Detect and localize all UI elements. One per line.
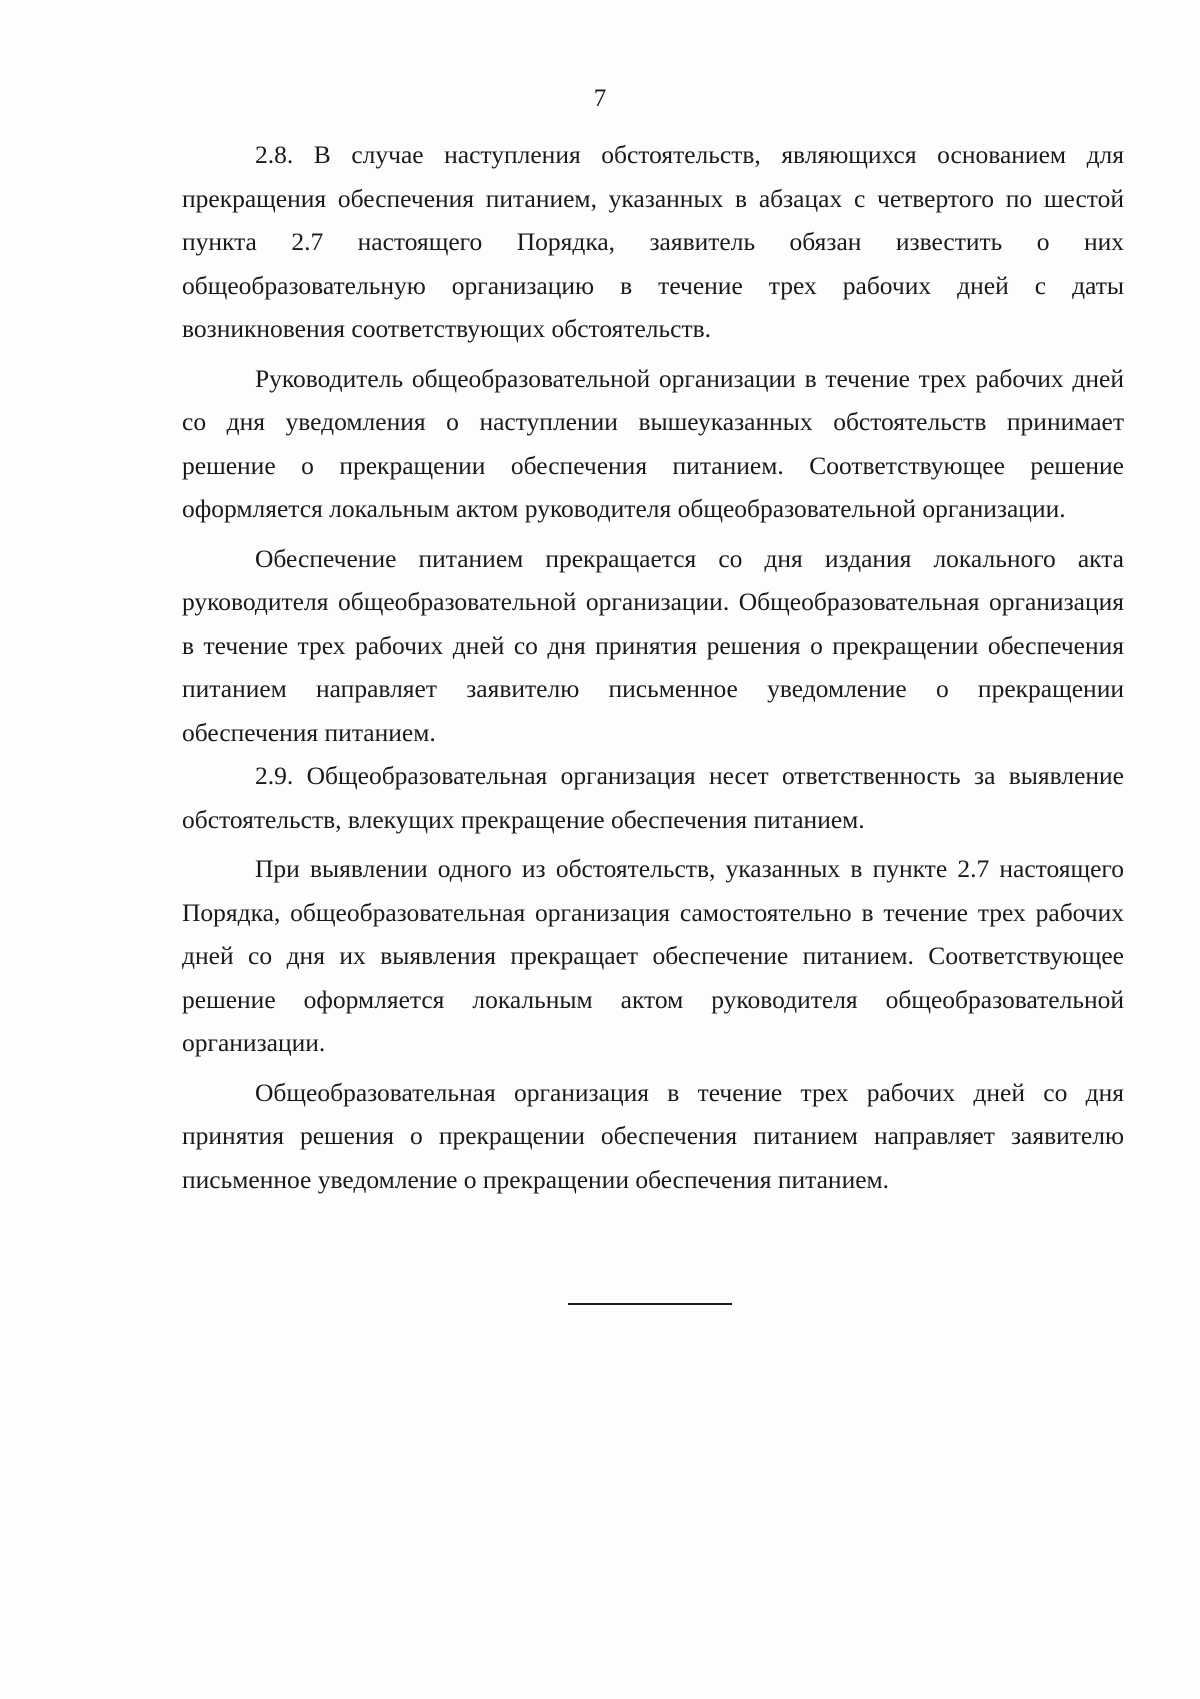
page-number: 7 <box>593 85 607 112</box>
paragraph-termination: Обеспечение питанием прекращается со дня издания локального акта руководителя общеобразовательной организации. Общеобразовательная организация в течение трех рабочих дней со дня принятия решения о прекращении обеспечения питанием направляет заявителю письменное уведомление о прекращении обеспечения питанием. <box>182 543 1124 747</box>
end-of-document-rule <box>568 1303 732 1305</box>
paragraph-2-8: 2.8. В случае наступления обстоятельств, являющихся основанием для прекращения обеспечения питанием, указанных в абзацах с четвертого по шестой пункта 2.7 настоящего Порядка, заявитель обязан известить о них общеобразовательную организацию в течение трех рабочих дней с даты возникновения соответствующих обстоятельств. <box>182 140 1124 343</box>
paragraph-detection: При выявлении одного из обстоятельств, указанных в пункте 2.7 настоящего Порядка, общеобразовательная организация самостоятельно в течение трех рабочих дней со дня их выявления прекращает обеспечение питанием. Соответствующее решение оформляется локальным актом руководителя общеобразовательной организации. <box>182 854 1124 1057</box>
paragraph-head-decision: Руководитель общеобразовательной организации в течение трех рабочих дней со дня уведомления о наступлении вышеуказанных обстоятельств принимает решение о прекращении обеспечения питанием. Соответствующее решение оформляется локальным актом руководителя общеобразовательной организации. <box>182 363 1124 523</box>
paragraph-notification: Общеобразовательная организация в течение трех рабочих дней со дня принятия решения о прекращении обеспечения питанием направляет заявителю письменное уведомление о прекращении обеспечения питанием. <box>182 1077 1124 1194</box>
paragraph-2-9: 2.9. Общеобразовательная организация несет ответственность за выявление обстоятельств, влекущих прекращение обеспечения питанием. <box>182 761 1124 834</box>
document-body <box>182 133 1124 1201</box>
